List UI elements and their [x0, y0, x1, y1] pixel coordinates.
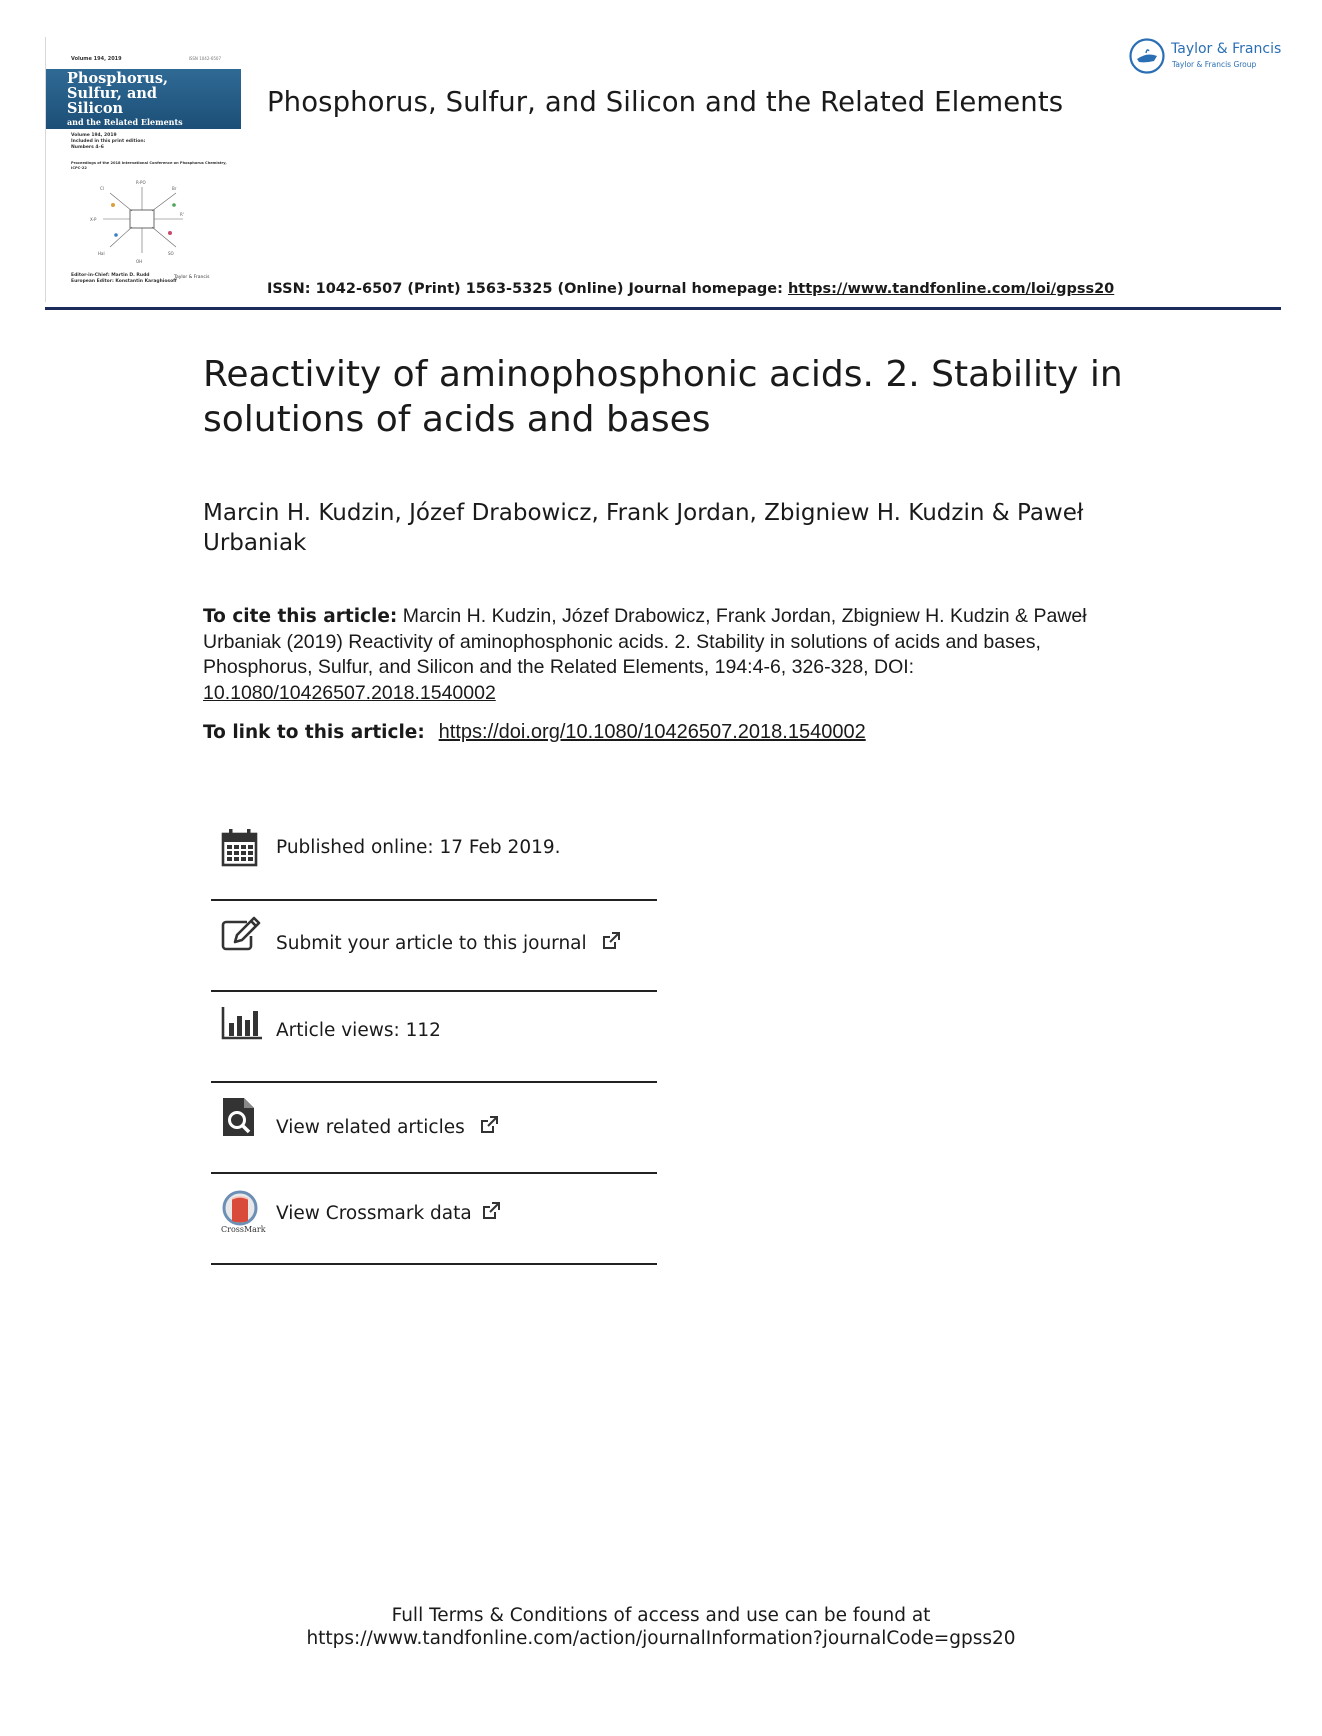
taylor-francis-logo[interactable] [1128, 37, 1288, 77]
cover-reaction-diagram [88, 175, 198, 270]
article-link-label: To link to this article: [203, 722, 425, 743]
journal-homepage-link[interactable]: https://www.tandfonline.com/loi/gpss20 [787, 281, 1115, 297]
views-row [211, 992, 657, 1083]
bar-chart-icon [221, 1006, 263, 1040]
external-link-icon [601, 931, 621, 951]
issn-text: ISSN: 1042-6507 (Print) 1563-5325 (Online) Journal homepage: [267, 281, 788, 297]
calendar-icon [221, 828, 259, 868]
document-search-icon [221, 1096, 257, 1138]
svg-text:Cl: Cl [100, 186, 104, 191]
issn-line [267, 281, 1114, 297]
journal-title: Phosphorus, Sulfur, and Silicon and the Related Elements [267, 86, 1064, 118]
crossmark-row[interactable] [211, 1174, 657, 1265]
cover-issue-line: Included in this print edition: [71, 139, 146, 144]
cover-title-line: Phosphorus, [67, 70, 169, 87]
citation-text: Marcin H. Kudzin, Józef Drabowicz, Frank Jordan, Zbigniew H. Kudzin & Paweł Urbaniak (2019) Reactivity of aminophosphonic acids. 2. Stability in solutions of acids and bases, Phosphorus, Sulfur, and Silicon and the Related Elements, 194:4-6, 326-328, DOI: [203, 605, 1087, 678]
cover-subtitle: and the Related Elements [67, 117, 183, 127]
cover-publisher: Taylor & Francis [174, 275, 210, 280]
svg-text:Br: Br [172, 186, 177, 191]
cover-issue-line: Volume 194, 2019 [71, 133, 117, 138]
external-link-icon [479, 1115, 499, 1135]
cover-editor-line: European Editor: Konstantin Karaghiosoff [71, 279, 177, 284]
cover-issn: ISSN 1042-6507 [188, 56, 221, 61]
cover-title-line: Sulfur, and [67, 85, 158, 102]
article-link-block [203, 721, 1103, 744]
cover-volume: Volume 194, 2019 [71, 56, 122, 62]
citation-label: To cite this article: [203, 606, 398, 627]
article-views: Article views: 112 [276, 1020, 441, 1041]
header-divider [45, 307, 1281, 310]
submit-row[interactable] [211, 901, 657, 992]
cover-editor-line: Editor-in-Chief: Martin D. Rudd [71, 273, 150, 278]
svg-text:R': R' [180, 212, 184, 217]
svg-text:OH: OH [136, 259, 143, 264]
crossmark-logo [221, 1190, 266, 1238]
view-crossmark-link[interactable] [276, 1201, 501, 1224]
cover-issue-info [71, 133, 145, 151]
terms-footer [0, 1604, 1322, 1650]
svg-text:Hal: Hal [98, 251, 105, 256]
cover-title [67, 71, 232, 116]
terms-line: Full Terms & Conditions of access and use can be found at [391, 1605, 931, 1626]
submit-article-link[interactable] [276, 931, 621, 954]
view-related-label: View related articles [276, 1117, 465, 1138]
submit-article-label: Submit your article to this journal [276, 933, 587, 954]
cover-editors [71, 273, 177, 285]
crossmark-logo-text: CrossMark [221, 1225, 266, 1234]
terms-url[interactable]: https://www.tandfonline.com/action/journalInformation?journalCode=gpss20 [306, 1628, 1016, 1649]
related-row[interactable] [211, 1083, 657, 1174]
view-related-link[interactable] [276, 1115, 499, 1138]
edit-icon [221, 916, 261, 952]
published-row [211, 810, 657, 901]
publisher-name: Taylor & Francis [1171, 41, 1282, 57]
citation-block [203, 604, 1103, 706]
published-date: Published online: 17 Feb 2019. [276, 837, 561, 858]
svg-text:SO: SO [168, 251, 174, 256]
article-info-list [211, 810, 657, 1265]
cover-title-line: Silicon [67, 100, 124, 117]
external-link-icon [481, 1201, 501, 1221]
crossmark-icon [221, 1190, 263, 1228]
svg-text:X-P: X-P [90, 217, 97, 222]
article-authors: Marcin H. Kudzin, Józef Drabowicz, Frank Jordan, Zbigniew H. Kudzin & Paweł Urbaniak [203, 500, 1084, 556]
cover-issue-line: Numbers 4–6 [71, 145, 104, 150]
view-crossmark-label: View Crossmark data [276, 1203, 472, 1224]
journal-cover-image [45, 37, 241, 302]
article-doi-link[interactable]: https://doi.org/10.1080/10426507.2018.1540002 [438, 721, 866, 743]
publisher-group: Taylor & Francis Group [1172, 60, 1257, 69]
cover-proceedings: Proceedings of the 2018 International Conference on Phosphorus Chemistry, ICPC-22 [71, 161, 227, 170]
svg-text:R-PO: R-PO [136, 180, 146, 185]
citation-doi-link[interactable]: 10.1080/10426507.2018.1540002 [203, 681, 496, 704]
article-title: Reactivity of aminophosphonic acids. 2. Stability in solutions of acids and bases [203, 354, 1123, 440]
taylor-francis-lamp-icon [1128, 37, 1166, 75]
